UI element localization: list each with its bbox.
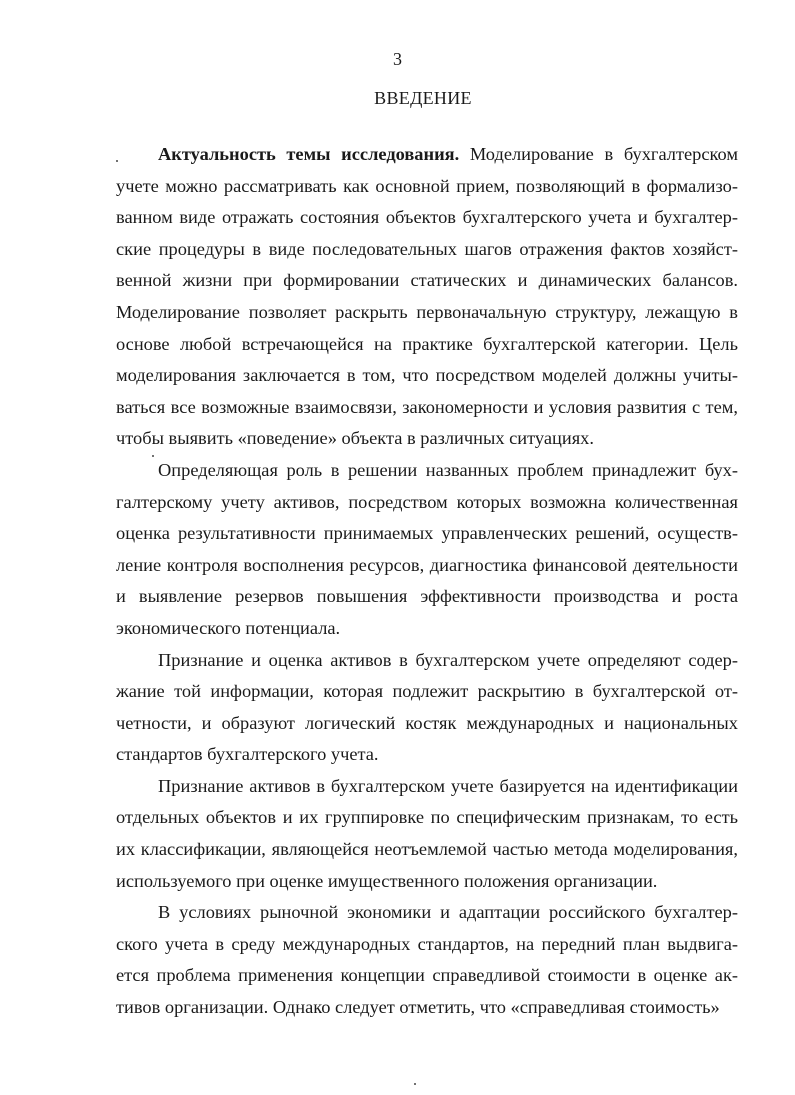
section-title: ВВЕДЕНИЕ xyxy=(374,88,472,108)
paragraph-lead-heading: Актуальность темы исследования. xyxy=(158,144,460,164)
paragraph-market-conditions: В условиях рыночной экономики и адаптации российского бухгалтерского учета в среду международных стандартов, на передний план выдвигается проблема применения концепции справедливой стоимости в оценке активов организации. Однако следует отметить, что «справедливая стоимость» xyxy=(116,902,738,1018)
paragraph-text: Моделирование в бухгалтерском учете можно рассматривать как основной прием, позволяющий в формализованном виде отражать состояния объектов бухгалтерского учета и бухгалтерские процедуры в виде последовательных шагов отражения фактов хозяйственной жизни при формировании статических и динамических балансов. Моделирование позволяет раскрыть первоначальную структуру, лежащую в основе любой встречающейся на практике бухгалтерской категории. Цель моделирования заключается в том, что посредством моделей должны учитываться все возможные взаимосвязи, закономерности и условия развития с тем, чтобы выявить «поведение» объекта в различных ситуациях. xyxy=(116,144,738,449)
paragraph-asset-recognition: Признание активов в бухгалтерском учете базируется на идентификации отдельных объектов и их группировке по специфическим признакам, то есть их классификации, являющейся неотъемлемой частью метода моделирования, используемого при оценке имущественного положения организации. xyxy=(116,775,738,891)
body-text xyxy=(116,139,738,1024)
page-number: 3 xyxy=(393,49,402,69)
scan-speck xyxy=(152,455,154,457)
scan-speck xyxy=(116,160,118,162)
paragraph-recognition-and-valuation: Признание и оценка активов в бухгалтерском учете определяют содержание той информации, которая подлежит раскрытию в бухгалтерской отчетности, и образуют логический костяк международных и национальных стандартов бухгалтерского учета. xyxy=(116,649,738,765)
paragraph-relevance xyxy=(116,139,738,455)
scan-speck xyxy=(414,1083,416,1085)
paragraph-asset-accounting-role: Определяющая роль в решении названных проблем принадлежит бухгалтерскому учету активов, посредством которых возможна количественная оценка результативности принимаемых управленческих решений, осуществление контроля восполнения ресурсов, диагностика финансовой деятельности и выявление резервов повышения эффективности производства и роста экономического потенциала. xyxy=(116,459,738,638)
